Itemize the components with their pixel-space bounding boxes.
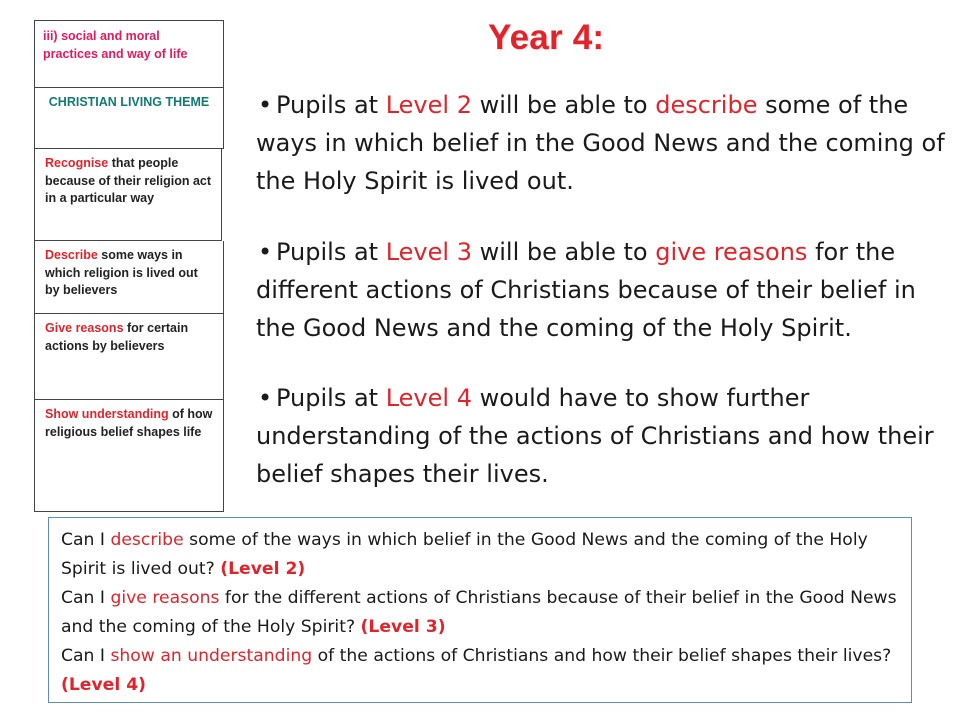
strand-label: social and moral practices and way of life [43, 29, 188, 62]
question-level: (Level 4) [61, 675, 147, 695]
criterion-verb: Describe [45, 248, 98, 262]
theme-cell: CHRISTIAN LIVING THEME [34, 88, 224, 149]
bullet-level-4: • Pupils at Level 4 would have to show further understanding of the actions of Christians and how their belief shapes their lives. [256, 379, 946, 493]
bullet-level-3: • Pupils at Level 3 will be able to give reasons for the different actions of Christians because of their belief in the Good News and the coming of the Holy Spirit. [256, 233, 946, 347]
question-verb: give reasons [110, 588, 220, 608]
criterion-text: for certain actions by believers [45, 321, 189, 353]
question-level: (Level 3) [360, 617, 446, 637]
criterion-verb: Recognise [45, 156, 109, 170]
criterion-text: some ways in which religion is lived out by believers [45, 248, 198, 297]
question-level-4: Can I show an understanding of the actions of Christians and how their belief shapes their lives? (Level 4) [61, 646, 892, 695]
bullet-dot-icon: • [258, 91, 273, 119]
criterion-text: of how religious belief shapes life [45, 407, 213, 439]
question-box [48, 517, 912, 703]
criterion-verb: Show understanding [45, 407, 169, 421]
criterion-describe [34, 241, 224, 314]
strand-cell [34, 20, 224, 88]
criterion-show-understanding [34, 400, 224, 512]
criterion-text: that people because of their religion act in a particular way [45, 156, 212, 205]
question-level: (Level 2) [220, 559, 306, 579]
page-title: Year 4: [488, 18, 605, 57]
level-label: Level 2 [385, 91, 472, 119]
bullet-level-2: • Pupils at Level 2 will be able to describe some of the ways in which belief in the Good News and the coming of the Holy Spirit is lived out. [256, 86, 946, 200]
level-label: Level 3 [385, 238, 472, 266]
question-level-2: Can I describe some of the ways in which belief in the Good News and the coming of the Holy Spirit is lived out? (Level 2) [61, 530, 868, 579]
question-verb: describe [110, 530, 184, 550]
criterion-recognise [34, 149, 222, 241]
bullet-dot-icon: • [258, 384, 273, 412]
question-level-3: Can I give reasons for the different actions of Christians because of their belief in the Good News and the coming of the Holy Spirit? (Level 3) [61, 588, 897, 637]
question-verb: show an understanding [110, 646, 313, 666]
bullet-dot-icon: • [258, 238, 273, 266]
level-verb: give reasons [655, 238, 808, 266]
criteria-table [34, 20, 224, 512]
strand-number: iii) [43, 29, 58, 43]
criterion-give-reasons [34, 314, 224, 400]
criterion-verb: Give reasons [45, 321, 124, 335]
level-label: Level 4 [385, 384, 472, 412]
level-verb: describe [655, 91, 758, 119]
